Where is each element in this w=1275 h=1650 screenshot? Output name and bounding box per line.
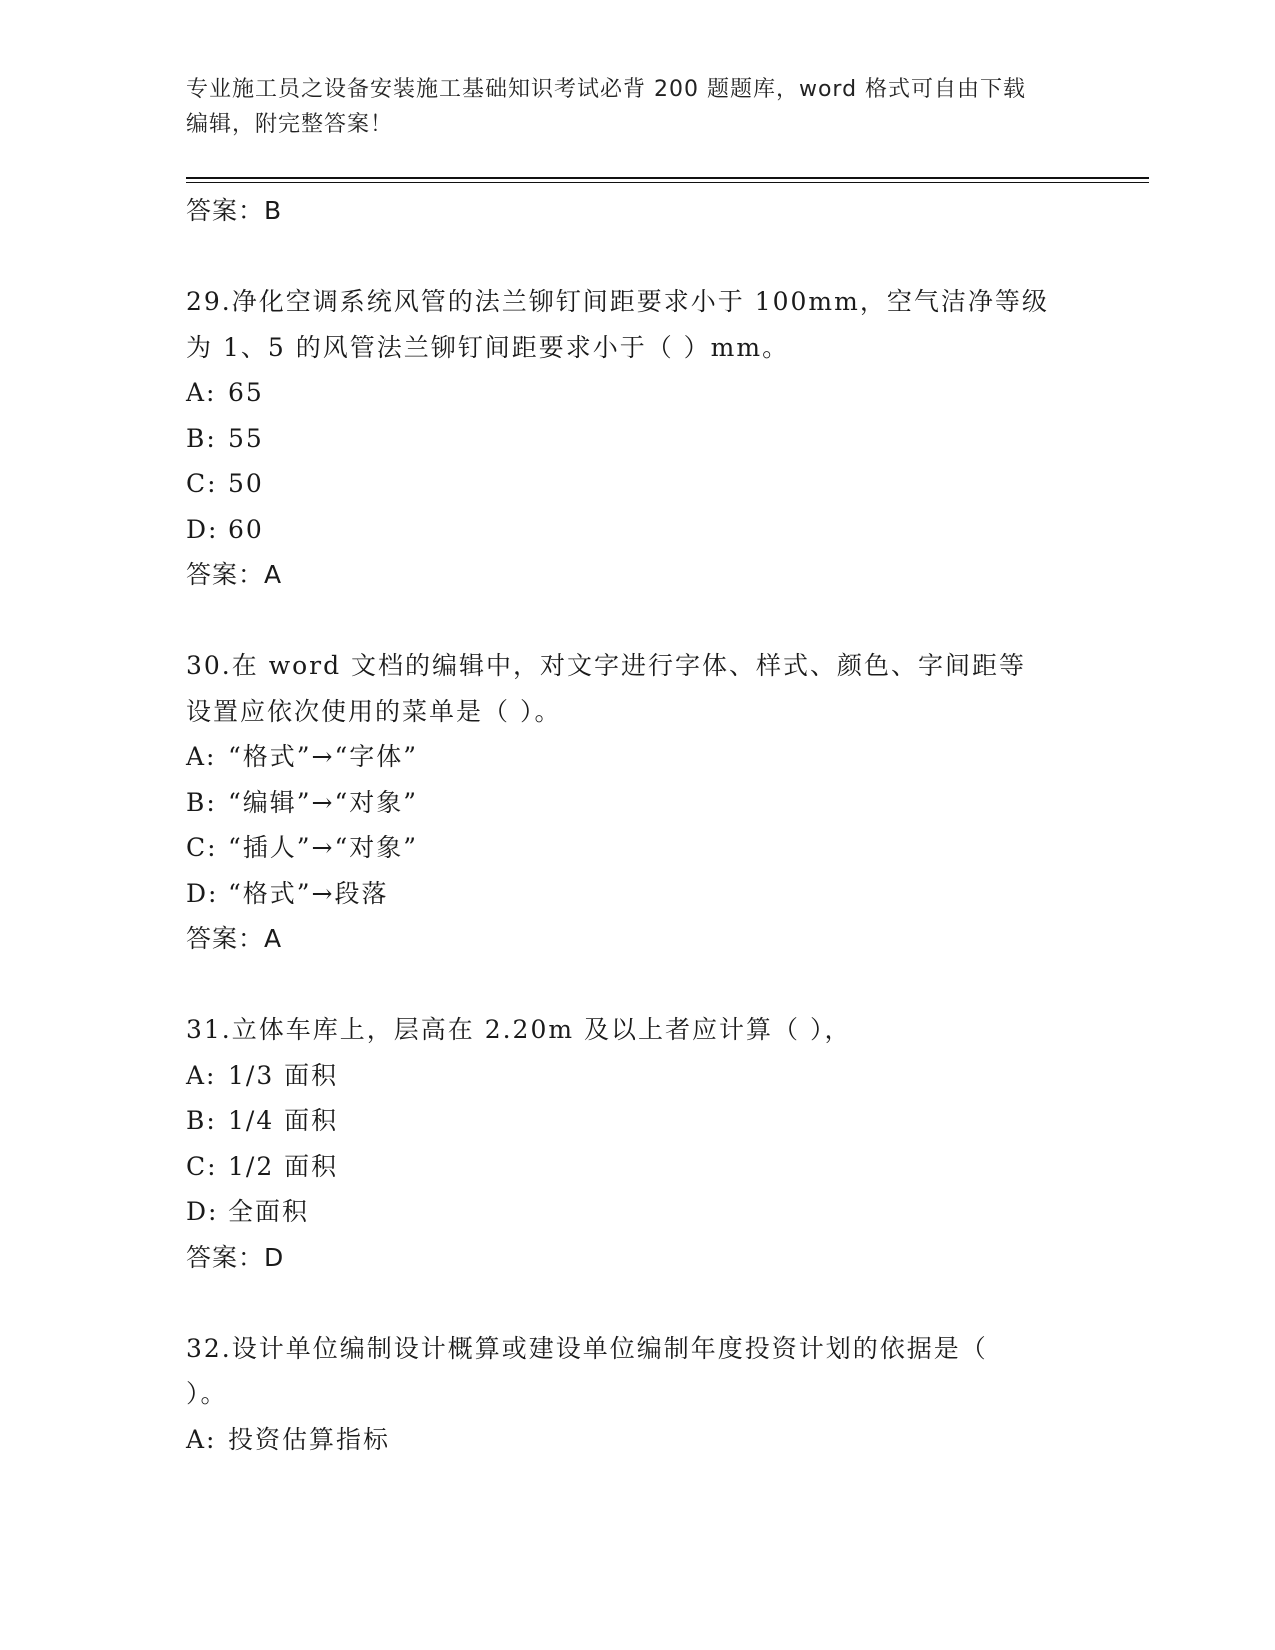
option-a [186,1417,1086,1463]
question-32 [186,1326,1086,1463]
spacer [186,1280,1086,1326]
option-text: “格式”→段落 [228,878,389,908]
option-d [186,507,1086,553]
option-text: 60 [228,514,264,544]
question-29 [186,279,1086,598]
option-b [186,1098,1086,1144]
option-text: 65 [228,378,264,407]
option-d [186,1189,1086,1235]
option-label: A: [186,1424,217,1454]
question-stem: 32.设计单位编制设计概算或建设单位编制年度投资计划的依据是（ [186,1333,988,1363]
option-label: A: [186,378,217,407]
question-stem-cont: ）。 [186,1379,228,1408]
question-stem: 31.立体车库上，层高在 2.20m 及以上者应计算（ ）， [186,1015,852,1044]
option-c [186,461,1086,507]
option-label: D: [186,1197,219,1226]
spacer [186,962,1086,1008]
option-c [186,1144,1086,1190]
option-text: 1/4 面积 [228,1106,339,1135]
document-header [186,72,1086,142]
option-text: “编辑”→“对象” [228,787,419,817]
option-label: B: [186,423,217,453]
option-text: 1/3 面积 [228,1060,339,1090]
question-stem: 29.净化空调系统风管的法兰铆钉间距要求小于 100mm，空气洁净等级 [186,287,1049,316]
option-text: “格式”→“字体” [228,742,419,771]
option-text: 55 [228,423,264,453]
option-d [186,871,1086,917]
option-text: 1/2 面积 [228,1151,339,1181]
option-a [186,1053,1086,1099]
option-a [186,734,1086,780]
option-text: 50 [228,469,264,498]
question-stem-cont: 为 1、5 的风管法兰铆钉间距要求小于（ ）mm。 [186,332,790,362]
answer-line: 答案：A [186,560,283,589]
option-label: B: [186,1106,217,1135]
option-label: B: [186,787,217,817]
question-list [186,188,1086,1462]
option-b [186,780,1086,826]
option-label: D: [186,514,219,544]
answer-line: 答案：D [186,1242,285,1272]
question-31 [186,1007,1086,1280]
spacer [186,598,1086,644]
option-label: A: [186,742,217,771]
option-label: A: [186,1060,217,1090]
option-label: C: [186,1151,218,1181]
question-30 [186,643,1086,962]
answer-line: 答案：A [186,924,283,953]
header-rule-thick [186,177,1149,179]
question-stem-cont: 设置应依次使用的菜单是（ ）。 [186,696,562,726]
option-text: 全面积 [228,1197,310,1226]
option-text: 投资估算指标 [228,1424,391,1454]
spacer [186,234,1086,280]
question-stem: 30.在 word 文档的编辑中，对文字进行字体、样式、颜色、字间距等 [186,651,1027,680]
header-rule-thin [186,182,1149,183]
option-label: C: [186,833,218,862]
header-line-2: 编辑，附完整答案！ [186,112,394,137]
option-a [186,370,1086,416]
previous-answer: 答案：B [186,196,283,225]
option-b [186,416,1086,462]
option-c [186,825,1086,871]
option-label: C: [186,469,218,498]
header-line-1: 专业施工员之设备安装施工基础知识考试必背 200 题题库，word 格式可自由下载 [186,77,1027,102]
option-text: “插人”→“对象” [228,833,419,862]
option-label: D: [186,878,219,908]
